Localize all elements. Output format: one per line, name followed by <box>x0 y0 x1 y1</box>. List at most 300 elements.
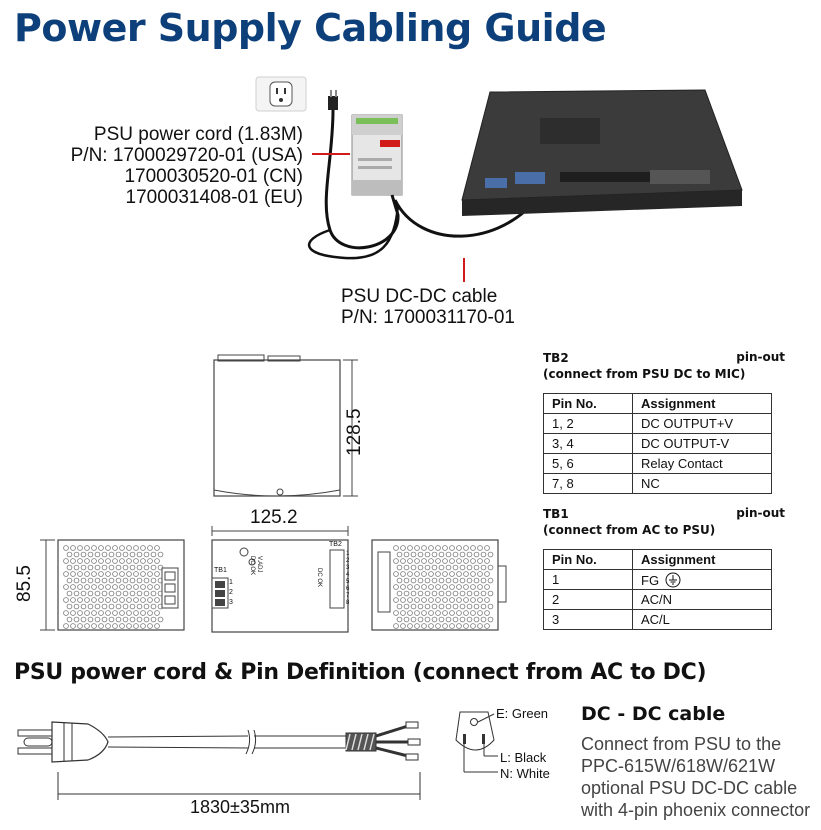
perforation-hole <box>78 611 83 616</box>
perforation-hole <box>88 604 93 609</box>
perforation-hole <box>450 585 455 590</box>
perforation-hole <box>64 572 69 577</box>
perforation-hole <box>450 598 455 603</box>
perforation-hole <box>67 565 72 570</box>
tb2-cell-pin: 7, 8 <box>544 474 633 494</box>
perforation-hole <box>120 559 125 564</box>
perforation-hole <box>394 585 399 590</box>
perforation-hole <box>485 546 490 551</box>
perforation-hole <box>109 565 114 570</box>
psu-top-view <box>214 355 358 496</box>
power-cord-line-3: 1700030520-01 (CN) <box>124 166 303 187</box>
table-row <box>544 414 772 434</box>
perforation-hole <box>425 591 430 596</box>
tb1-cell-pin: 1 <box>544 570 633 590</box>
perforation-hole <box>127 624 132 629</box>
perforation-hole <box>106 598 111 603</box>
perforation-hole <box>436 546 441 551</box>
perforation-hole <box>151 552 156 557</box>
perforation-hole <box>488 565 493 570</box>
perforation-hole <box>71 585 76 590</box>
perforation-hole <box>137 552 142 557</box>
tb2-pin-8: 8 <box>346 600 350 606</box>
perforation-hole <box>485 559 490 564</box>
perforation-hole <box>134 585 139 590</box>
perforation-hole <box>478 598 483 603</box>
perforation-hole <box>415 572 420 577</box>
perforation-hole <box>81 552 86 557</box>
tb1-subtitle: (connect from AC to PSU) <box>543 523 716 537</box>
perforation-hole <box>471 559 476 564</box>
perforation-hole <box>81 578 86 583</box>
perforation-hole <box>151 591 156 596</box>
perforation-hole <box>485 611 490 616</box>
perforation-hole <box>450 611 455 616</box>
perforation-hole <box>127 546 132 551</box>
perforation-hole <box>418 604 423 609</box>
perforation-hole <box>404 578 409 583</box>
perforation-hole <box>67 591 72 596</box>
perforation-hole <box>74 565 79 570</box>
perforation-hole <box>130 565 135 570</box>
perforation-hole <box>102 591 107 596</box>
perforation-hole <box>488 604 493 609</box>
tb2-cell-pin: 3, 4 <box>544 434 633 454</box>
perforation-hole <box>439 604 444 609</box>
tb1-pin-1: 1 <box>229 579 233 586</box>
perforation-hole <box>425 552 430 557</box>
perforation-hole <box>71 598 76 603</box>
perforation-hole <box>467 591 472 596</box>
perforation-hole <box>436 611 441 616</box>
perforation-hole <box>453 604 458 609</box>
perforation-hole <box>460 591 465 596</box>
perforation-hole <box>141 585 146 590</box>
dcdc-callout-line-2: P/N: 1700031170-01 <box>341 307 515 328</box>
perforation-hole <box>81 617 86 622</box>
perforation-hole <box>95 591 100 596</box>
perforation-hole <box>439 617 444 622</box>
perforation-hole <box>95 617 100 622</box>
perforation-hole <box>88 578 93 583</box>
perforation-hole <box>467 565 472 570</box>
tb1-pin-3: 3 <box>229 599 233 606</box>
perforation-hole <box>92 546 97 551</box>
tb2-title: TB2 <box>543 351 569 365</box>
table-row <box>544 570 772 590</box>
perforation-hole <box>429 546 434 551</box>
perforation-hole <box>120 572 125 577</box>
dcdc-callout <box>341 286 515 328</box>
perforation-hole <box>394 611 399 616</box>
perforation-hole <box>471 624 476 629</box>
perforation-hole <box>401 598 406 603</box>
perforation-hole <box>109 591 114 596</box>
perforation-hole <box>78 598 83 603</box>
perforation-hole <box>474 552 479 557</box>
perforation-hole <box>158 552 163 557</box>
perforation-hole <box>81 591 86 596</box>
perforation-hole <box>95 565 100 570</box>
perforation-hole <box>464 585 469 590</box>
perforation-hole <box>425 617 430 622</box>
perforation-hole <box>127 559 132 564</box>
perforation-hole <box>137 604 142 609</box>
perforation-hole <box>474 591 479 596</box>
perforation-hole <box>418 565 423 570</box>
perforation-hole <box>394 559 399 564</box>
perforation-hole <box>443 624 448 629</box>
perforation-hole <box>401 572 406 577</box>
perforation-hole <box>397 617 402 622</box>
perforation-hole <box>134 624 139 629</box>
perforation-hole <box>99 572 104 577</box>
dcdc-cable-description: Connect from PSU to the PPC-615W/618W/621W optional PSU DC-DC cable with 4-pin phoenix connector <box>581 734 811 820</box>
perforation-hole <box>141 611 146 616</box>
perforation-hole <box>439 552 444 557</box>
perforation-hole <box>446 552 451 557</box>
perforation-hole <box>425 578 430 583</box>
perforation-hole <box>474 604 479 609</box>
tb2-cell-assignment: DC OUTPUT-V <box>633 434 772 454</box>
perforation-hole <box>99 559 104 564</box>
perforation-hole <box>113 624 118 629</box>
ac-plug-icon <box>328 90 338 110</box>
perforation-hole <box>134 572 139 577</box>
perforation-hole <box>457 611 462 616</box>
perforation-hole <box>99 598 104 603</box>
perforation-hole <box>148 624 153 629</box>
perforation-hole <box>436 624 441 629</box>
perforation-hole <box>71 611 76 616</box>
wall-outlet-icon <box>256 77 306 111</box>
perforation-hole <box>85 611 90 616</box>
tb2-pin-6: 6 <box>346 586 350 592</box>
perforation-hole <box>411 617 416 622</box>
perforation-hole <box>474 565 479 570</box>
perforation-hole <box>71 559 76 564</box>
perforation-hole <box>85 572 90 577</box>
perforation-hole <box>144 617 149 622</box>
perforation-hole <box>123 617 128 622</box>
perforation-hole <box>74 591 79 596</box>
perforation-hole <box>481 617 486 622</box>
perforation-hole <box>116 604 121 609</box>
perforation-hole <box>113 546 118 551</box>
perforation-hole <box>467 552 472 557</box>
perforation-hole <box>408 598 413 603</box>
perforation-hole <box>127 598 132 603</box>
tb2-pin-5: 5 <box>346 579 350 585</box>
perforation-hole <box>78 546 83 551</box>
perforation-hole <box>436 559 441 564</box>
perforation-hole <box>95 552 100 557</box>
perforation-hole <box>141 546 146 551</box>
perforation-hole <box>464 546 469 551</box>
perforation-hole <box>397 604 402 609</box>
tb1-fg-text: FG <box>641 572 660 588</box>
perforation-hole <box>81 604 86 609</box>
perforation-hole <box>443 611 448 616</box>
perforation-hole <box>67 552 72 557</box>
perforation-hole <box>453 552 458 557</box>
perforation-hole <box>78 559 83 564</box>
perforation-hole <box>155 546 160 551</box>
perforation-hole <box>134 611 139 616</box>
perforation-hole <box>429 598 434 603</box>
perforation-hole <box>439 591 444 596</box>
perforation-hole <box>404 591 409 596</box>
perforation-hole <box>467 617 472 622</box>
perforation-hole <box>92 559 97 564</box>
tb2-pin-1: 1 <box>346 551 350 557</box>
perforation-hole <box>488 591 493 596</box>
perforation-hole <box>397 578 402 583</box>
perforation-hole <box>415 546 420 551</box>
perforation-hole <box>443 572 448 577</box>
perforation-hole <box>109 578 114 583</box>
perforation-hole <box>74 578 79 583</box>
perforation-hole <box>450 559 455 564</box>
perforation-hole <box>464 572 469 577</box>
perforation-hole <box>155 624 160 629</box>
perforation-hole <box>141 598 146 603</box>
dcdc-callout-line-1: PSU DC-DC cable <box>341 286 498 307</box>
perforation-hole <box>106 624 111 629</box>
perforation-hole <box>401 624 406 629</box>
perforation-hole <box>148 611 153 616</box>
perforation-hole <box>64 546 69 551</box>
perforation-hole <box>113 585 118 590</box>
perforation-hole <box>78 624 83 629</box>
perforation-hole <box>78 572 83 577</box>
tb2-table-block <box>543 350 785 494</box>
perforation-hole <box>123 604 128 609</box>
psu-left-side-view <box>40 540 184 630</box>
table-row <box>544 610 772 630</box>
perforation-hole <box>415 598 420 603</box>
perforation-hole <box>478 559 483 564</box>
perforation-hole <box>401 611 406 616</box>
tb2-label: TB2 <box>329 541 342 548</box>
perforation-hole <box>85 624 90 629</box>
perforation-hole <box>432 617 437 622</box>
perforation-hole <box>394 572 399 577</box>
perforation-hole <box>415 559 420 564</box>
perforation-hole <box>432 565 437 570</box>
perforation-hole <box>78 585 83 590</box>
perforation-hole <box>88 591 93 596</box>
perforation-hole <box>432 591 437 596</box>
perforation-hole <box>102 578 107 583</box>
tb2-cell-assignment: NC <box>633 474 772 494</box>
tb2-pin-7: 7 <box>346 593 350 599</box>
perforation-hole <box>109 604 114 609</box>
perforation-hole <box>397 552 402 557</box>
perforation-hole <box>116 578 121 583</box>
perforation-hole <box>120 585 125 590</box>
perforation-hole <box>134 559 139 564</box>
perforation-hole <box>92 598 97 603</box>
tb2-header-assignment: Assignment <box>633 394 772 414</box>
perforation-hole <box>74 617 79 622</box>
perforation-hole <box>127 585 132 590</box>
perforation-hole <box>485 598 490 603</box>
perforation-hole <box>457 559 462 564</box>
perforation-hole <box>120 611 125 616</box>
perforation-hole <box>88 552 93 557</box>
perforation-hole <box>67 578 72 583</box>
perforation-hole <box>429 572 434 577</box>
perforation-hole <box>453 617 458 622</box>
perforation-hole <box>109 617 114 622</box>
perforation-hole <box>485 572 490 577</box>
perforation-hole <box>99 624 104 629</box>
perforation-hole <box>71 624 76 629</box>
perforation-hole <box>450 546 455 551</box>
perforation-hole <box>488 578 493 583</box>
perforation-hole <box>120 598 125 603</box>
perforation-hole <box>411 604 416 609</box>
perforation-hole <box>471 585 476 590</box>
perforation-hole <box>453 578 458 583</box>
psu-right-side-view <box>372 540 506 630</box>
perforation-hole <box>422 598 427 603</box>
perforation-hole <box>460 604 465 609</box>
v-adj-label: V.ADJ <box>256 556 262 573</box>
perforation-hole <box>109 552 114 557</box>
power-cord-line-4: 1700031408-01 (EU) <box>125 187 303 208</box>
perforation-hole <box>92 611 97 616</box>
perforation-hole <box>457 598 462 603</box>
perforation-hole <box>85 559 90 564</box>
perforation-hole <box>415 611 420 616</box>
perforation-hole <box>151 604 156 609</box>
perforation-hole <box>429 559 434 564</box>
tb1-header-pin: Pin No. <box>544 550 633 570</box>
perforation-hole <box>137 617 142 622</box>
perforation-hole <box>148 572 153 577</box>
perforation-hole <box>485 624 490 629</box>
perforation-hole <box>74 604 79 609</box>
perforation-hole <box>71 572 76 577</box>
tb2-pin-table <box>543 393 772 494</box>
perforation-hole <box>120 624 125 629</box>
power-cord-line-1: PSU power cord (1.83M) <box>93 124 303 145</box>
wire-white-label: N: White <box>500 766 550 781</box>
perforation-hole <box>64 624 69 629</box>
perforation-hole <box>460 552 465 557</box>
perforation-hole <box>141 624 146 629</box>
perforation-hole <box>478 546 483 551</box>
perforation-hole <box>415 585 420 590</box>
perforation-hole <box>471 598 476 603</box>
perforation-hole <box>127 572 132 577</box>
perforation-hole <box>450 624 455 629</box>
perforation-hole <box>148 585 153 590</box>
perforation-hole <box>116 617 121 622</box>
perforation-hole <box>113 611 118 616</box>
perforation-hole <box>408 546 413 551</box>
perforation-hole <box>148 546 153 551</box>
tb1-pinout-label: pin-out <box>736 506 785 520</box>
perforation-hole <box>88 617 93 622</box>
perforation-hole <box>488 552 493 557</box>
tb2-pin-2: 2 <box>346 558 350 564</box>
perforation-hole <box>404 617 409 622</box>
perforation-hole <box>485 585 490 590</box>
perforation-hole <box>106 611 111 616</box>
perforation-hole <box>64 611 69 616</box>
perforation-hole <box>106 585 111 590</box>
perforation-hole <box>418 591 423 596</box>
perforation-hole <box>439 578 444 583</box>
perforation-hole <box>408 572 413 577</box>
perforation-hole <box>453 591 458 596</box>
perforation-hole <box>137 578 142 583</box>
tb1-title: TB1 <box>543 507 569 521</box>
perforation-hole <box>130 552 135 557</box>
perforation-hole <box>460 578 465 583</box>
perforation-hole <box>443 559 448 564</box>
tb1-header-assignment: Assignment <box>633 550 772 570</box>
tb1-pin-2: 2 <box>229 589 233 596</box>
perforation-hole <box>397 565 402 570</box>
perforation-hole <box>471 611 476 616</box>
section-heading: PSU power cord & Pin Definition (connect from AC to DC) <box>14 660 707 685</box>
perforation-hole <box>404 565 409 570</box>
perforation-hole <box>411 591 416 596</box>
dimension-height: 128.5 <box>344 408 365 456</box>
perforation-hole <box>422 559 427 564</box>
perforation-hole <box>67 604 72 609</box>
perforation-hole <box>151 565 156 570</box>
perforation-hole <box>144 552 149 557</box>
perforation-hole <box>88 565 93 570</box>
perforation-hole <box>467 604 472 609</box>
perforation-hole <box>401 585 406 590</box>
perforation-hole <box>464 624 469 629</box>
perforation-hole <box>123 578 128 583</box>
perforation-hole <box>144 591 149 596</box>
table-row <box>544 434 772 454</box>
perforation-hole <box>99 585 104 590</box>
perforation-hole <box>113 572 118 577</box>
perforation-hole <box>394 624 399 629</box>
page-title: Power Supply Cabling Guide <box>14 6 607 50</box>
tb2-pin-4: 4 <box>346 572 350 578</box>
psu-unit-photo <box>352 115 402 195</box>
perforation-hole <box>436 585 441 590</box>
tb2-cell-pin: 5, 6 <box>544 454 633 474</box>
perforation-hole <box>64 559 69 564</box>
perforation-hole <box>85 598 90 603</box>
perforation-hole <box>95 578 100 583</box>
perforation-hole <box>474 617 479 622</box>
tb2-cell-assignment: DC OUTPUT+V <box>633 414 772 434</box>
perforation-hole <box>422 585 427 590</box>
perforation-hole <box>113 559 118 564</box>
perforation-hole <box>113 598 118 603</box>
perforation-hole <box>123 591 128 596</box>
perforation-hole <box>446 617 451 622</box>
perforation-hole <box>155 572 160 577</box>
perforation-hole <box>148 598 153 603</box>
perforation-hole <box>155 559 160 564</box>
perforation-hole <box>418 552 423 557</box>
perforation-hole <box>151 578 156 583</box>
perforation-hole <box>408 624 413 629</box>
